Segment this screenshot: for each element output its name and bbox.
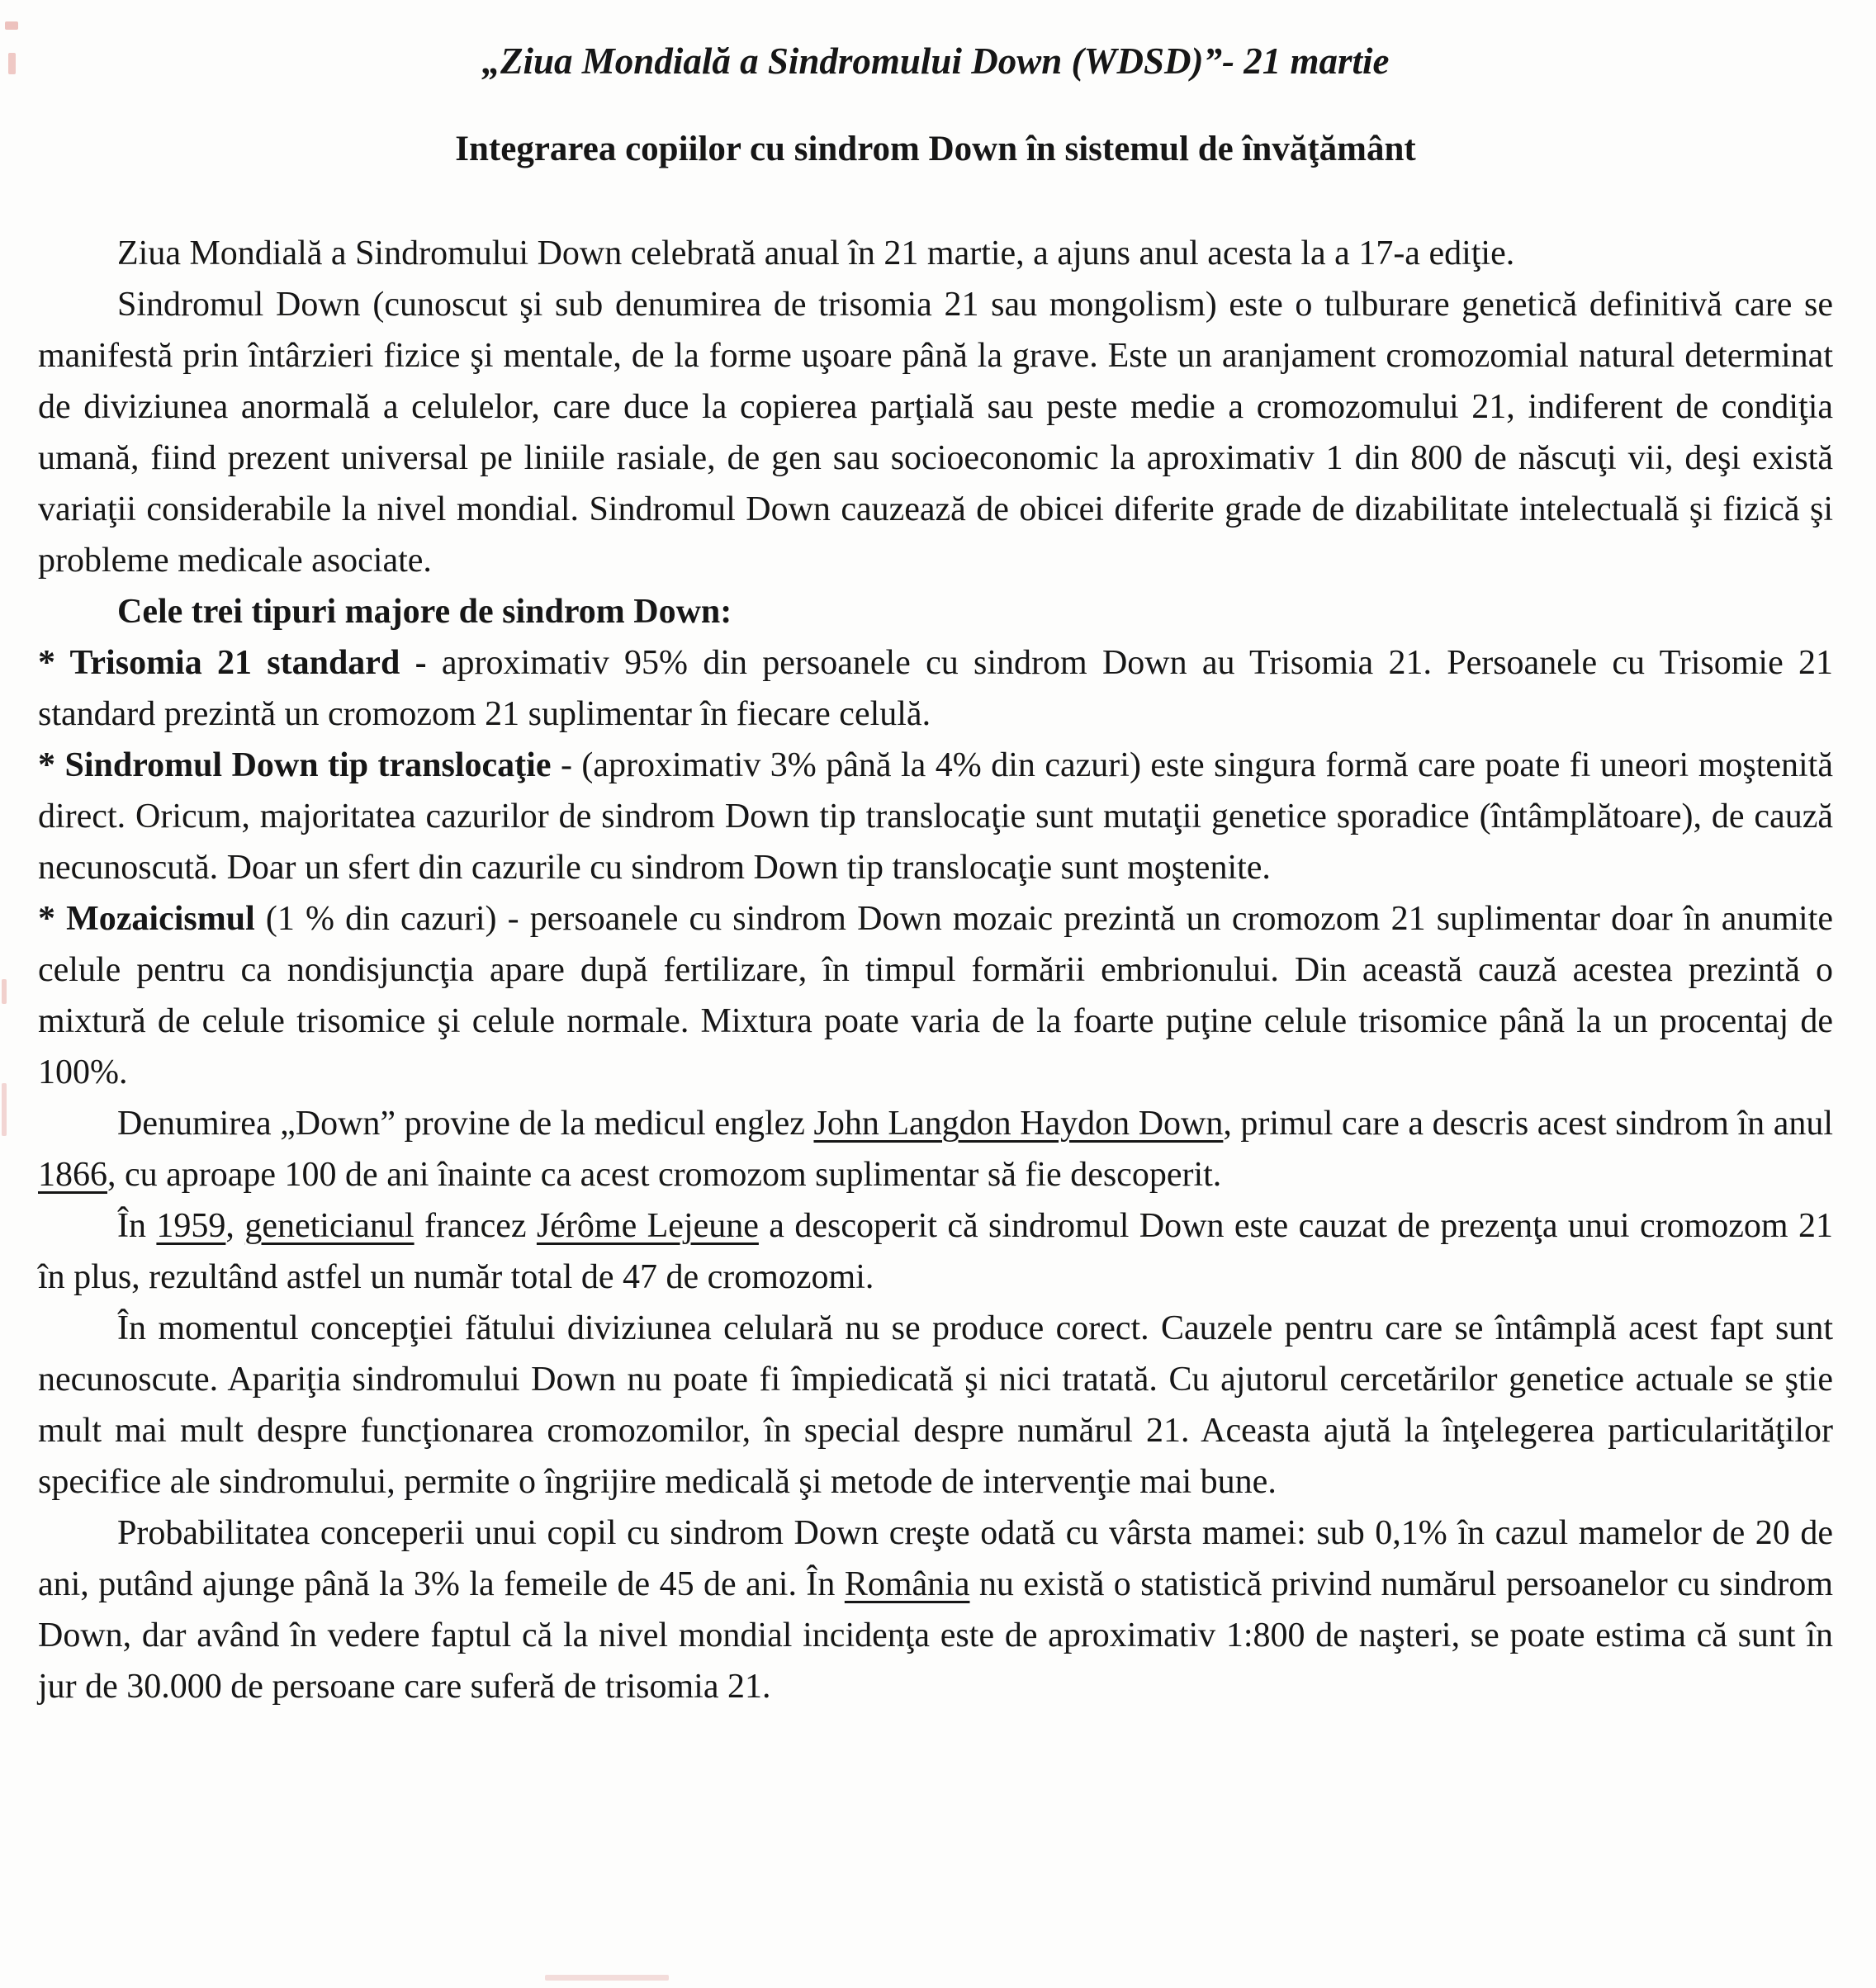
scan-artifact [2, 979, 7, 1004]
text-segment: , [225, 1207, 245, 1245]
text-segment: a descoperit că sindromul Down este cauzat de prezenţa unui cromozom 21 în plus, rezultând astfel un număr total de 47 de cromozomi. [38, 1207, 1833, 1296]
underlined-text: România [844, 1565, 970, 1603]
text-segment: Ziua Mondială a Sindromului Down celebrată anual în 21 martie, a ajuns anul acesta la a 17-a ediţie. [117, 234, 1515, 272]
bold-text: * Trisomia 21 standard - [38, 644, 442, 682]
underlined-text: 1959 [156, 1207, 226, 1245]
lejeune-paragraph [38, 1200, 1833, 1303]
text-segment: Probabilitatea conceperii unui copil cu sindrom Down creşte odată cu vârsta mamei: sub 0,1% în cazul mamelor de 20 de ani, putând ajunge până la 3% la femeile de 45 de ani. În [38, 1514, 1833, 1603]
types-heading [38, 586, 1833, 637]
underlined-text: geneticianul [244, 1207, 415, 1245]
text-segment: - (aproximativ 3% până la 4% din cazuri) este singura formă care poate fi uneori moştenită direct. Oricum, majoritatea cazurilor de sindrom Down tip translocaţie sunt mutaţii genetice sporadice (întâmplătoare), de cauză necunoscută. Doar un sfert din cazurile cu sindrom Down tip translocaţie sunt moştenite. [38, 746, 1833, 887]
text-segment: aproximativ 95% din persoanele cu sindrom Down au Trisomia 21. Persoanele cu Trisomie 21 standard prezintă un cromozom 21 suplimentar în fiecare celulă. [38, 644, 1833, 733]
intro-paragraph [38, 228, 1833, 279]
bold-text: * Sindromul Down tip translocaţie [38, 746, 552, 784]
text-segment: Sindromul Down (cunoscut şi sub denumirea de trisomia 21 sau mongolism) este o tulburare genetică definitivă care se manifestă prin întârzieri fizice şi mentale, de la forme uşoare până la grave. Este un aranjament cromozomial natural determinat de diviziunea anormală a celulelor, care duce la copierea parţială sau peste medie a cromozomului 21, indiferent de condiţia umană, fiind prezent universal pe liniile rasiale, de gen sau socioeconomic la aproximativ 1 din 800 de născuţi vii, deşi există variaţii considerabile la nivel mondial. Sindromul Down cauzează de obicei diferite grade de dizabilitate intelectuală şi fizică şi probleme medicale asociate. [38, 286, 1833, 580]
bold-text: * Mozaicismul [38, 900, 255, 938]
text-segment: , cu aproape 100 de ani înainte ca acest cromozom suplimentar să fie descoperit. [107, 1156, 1222, 1194]
text-segment: (1 % din cazuri) - persoanele cu sindrom Down mozaic prezintă un cromozom 21 suplimentar doar în anumite celule pentru ca nondisjuncţia apare după fertilizare, în timpul formării embrionului. Din această cauză acestea prezintă o mixtură de celule trisomice şi celule normale. Mixtura poate varia de la foarte puţine celule trisomice până la un procentaj de 100%. [38, 900, 1833, 1091]
text-segment: , primul care a descris acest sindrom în anul [1223, 1105, 1833, 1143]
underlined-text: John Langdon Haydon Down [813, 1105, 1224, 1143]
scan-artifact [5, 21, 18, 30]
document-subtitle: Integrarea copiilor cu sindrom Down în sistemul de învăţământ [455, 130, 1416, 168]
trisomy-21-item [38, 637, 1833, 740]
underlined-text: 1866 [38, 1156, 107, 1194]
translocation-item [38, 740, 1833, 893]
mosaicism-item [38, 893, 1833, 1098]
text-segment: nu există o statistică privind numărul persoanelor cu sindrom Down, dar având în vedere faptul că la nivel mondial incidenţa este de aproximativ 1:800 de naşteri, se poate estima că sunt în jur de 30.000 de persoane care suferă de trisomia 21. [38, 1565, 1833, 1706]
underlined-text: Jérôme Lejeune [536, 1207, 759, 1245]
document-title: „Ziua Mondială a Sindromului Down (WDSD)”- 21 martie [481, 40, 1390, 82]
scan-artifact [8, 53, 16, 74]
probability-paragraph [38, 1508, 1833, 1712]
text-segment: Denumirea „Down” provine de la medicul englez [117, 1105, 814, 1143]
document-body [38, 228, 1833, 1712]
conception-paragraph [38, 1303, 1833, 1508]
definition-paragraph [38, 279, 1833, 586]
text-segment: Cele trei tipuri majore de sindrom Down: [117, 593, 732, 631]
scan-artifact [545, 1975, 669, 1981]
text-segment: francez [414, 1207, 537, 1245]
text-segment: În [117, 1207, 157, 1245]
text-segment: În momentul concepţiei fătului diviziunea celulară nu se produce corect. Cauzele pentru care se întâmplă acest fapt sunt necunoscute. Apariţia sindromului Down nu poate fi împiedicată şi nici tratată. Cu ajutorul cercetărilor genetice actuale se ştie mult mai mult despre funcţionarea cromozomilor, în special despre numărul 21. Aceasta ajută la înţelegerea particularităţilor specifice ale sindromului, permite o îngrijire medicală şi metode de intervenţie mai bune. [38, 1309, 1833, 1501]
scan-artifact [2, 1083, 7, 1136]
naming-paragraph [38, 1098, 1833, 1200]
